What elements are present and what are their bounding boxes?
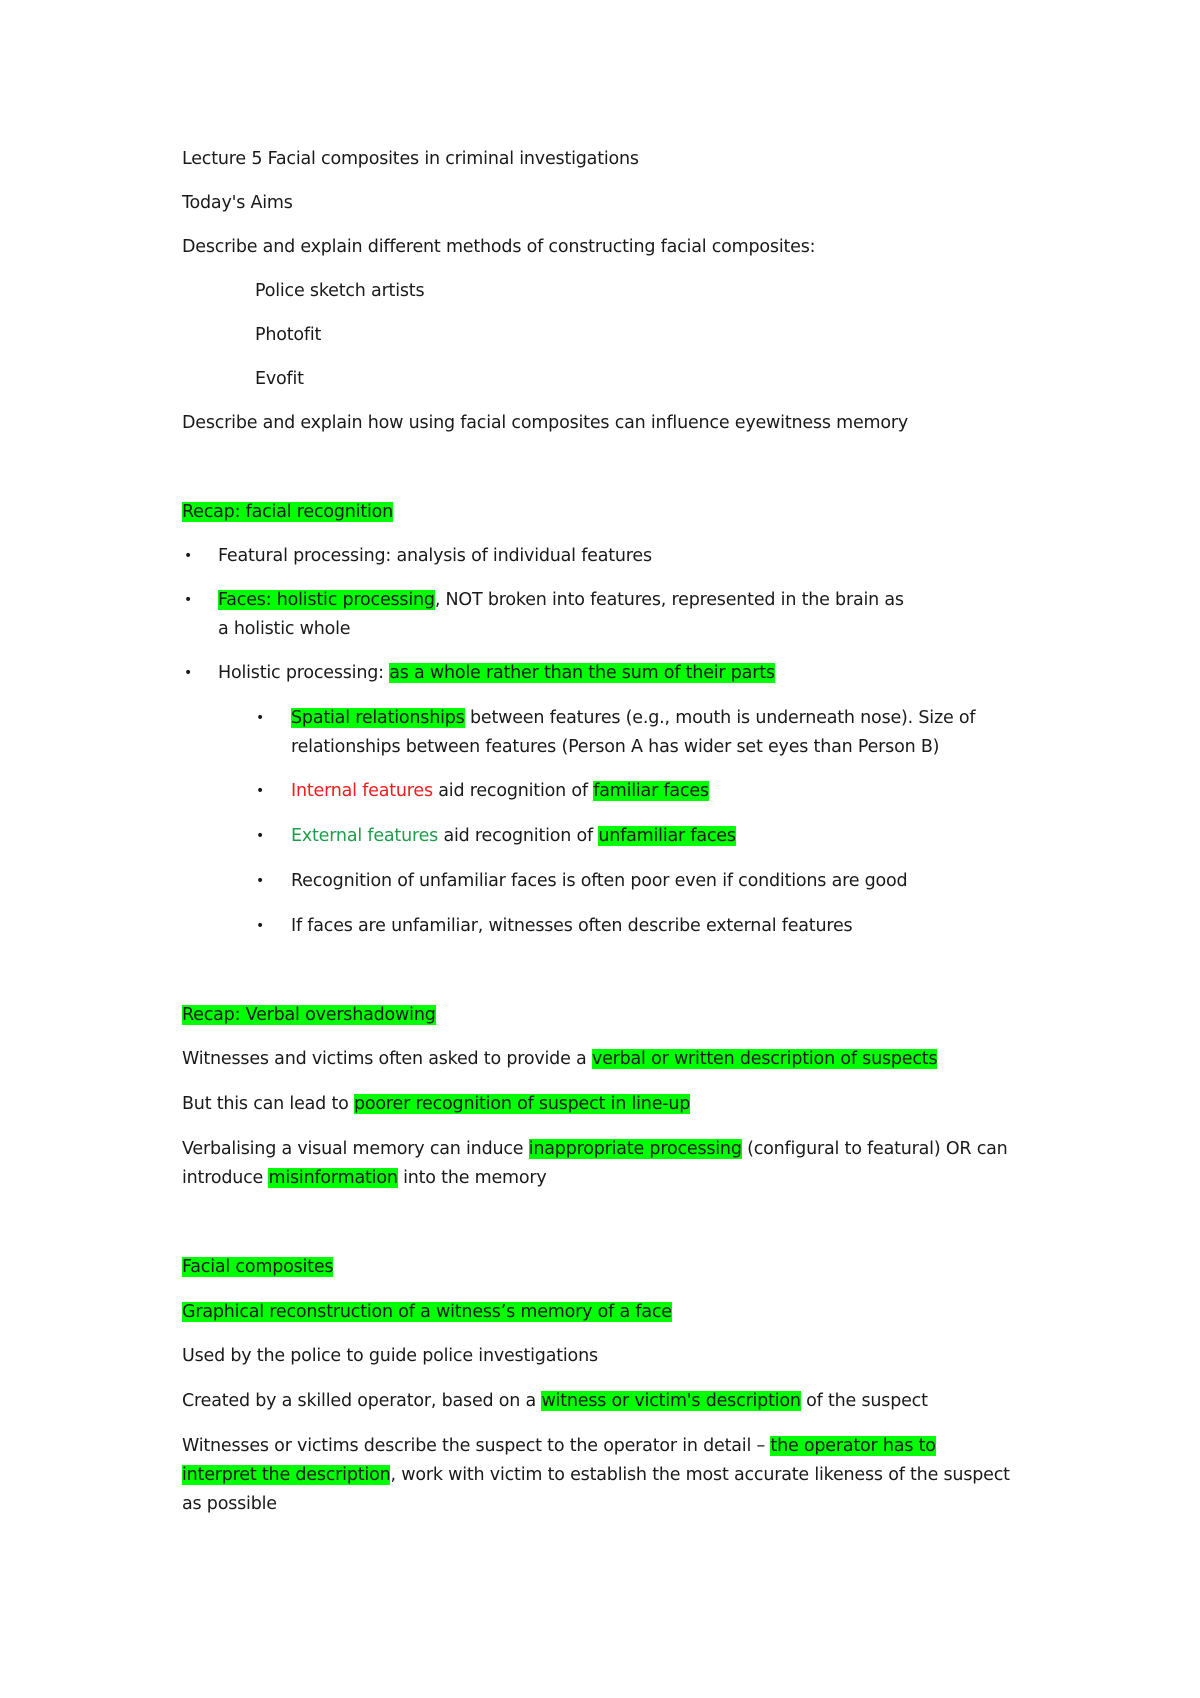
paragraph: Used by the police to guide police investigations (182, 1346, 598, 1366)
aims-outro: Describe and explain how using facial composites can influence eyewitness memory (182, 413, 909, 433)
paragraph-continuation: interpret the description, work with victim to establish the most accurate likeness of the suspect (182, 1465, 1010, 1485)
paragraph-continuation: introduce misinformation into the memory (182, 1168, 547, 1188)
aims-heading: Today's Aims (182, 193, 293, 213)
bullet-icon: • (184, 665, 193, 681)
section-heading: Recap: Verbal overshadowing (182, 1005, 436, 1025)
method-item: Police sketch artists (255, 281, 425, 301)
bullet-text-continuation: a holistic whole (218, 619, 351, 639)
sub-bullet-icon: • (256, 828, 265, 844)
sub-bullet-icon: • (256, 918, 265, 934)
sub-bullet-text: External features aid recognition of unfamiliar faces (291, 826, 736, 846)
document-title: Lecture 5 Facial composites in criminal investigations (182, 149, 639, 169)
sub-bullet-text-continuation: relationships between features (Person A has wider set eyes than Person B) (291, 737, 940, 757)
sub-bullet-text: Internal features aid recognition of familiar faces (291, 781, 709, 801)
bullet-text: Faces: holistic processing, NOT broken into features, represented in the brain as (218, 590, 904, 610)
sub-bullet-icon: • (256, 873, 265, 889)
sub-bullet-text: If faces are unfamiliar, witnesses often describe external features (291, 916, 853, 936)
sub-bullet-text: Spatial relationships between features (e.g., mouth is underneath nose). Size of (291, 708, 976, 728)
paragraph: Verbalising a visual memory can induce inappropriate processing (configural to featural) OR can (182, 1139, 1008, 1159)
paragraph-continuation: as possible (182, 1494, 277, 1514)
sub-bullet-text: Recognition of unfamiliar faces is often poor even if conditions are good (291, 871, 908, 891)
sub-bullet-icon: • (256, 783, 265, 799)
paragraph: Witnesses and victims often asked to provide a verbal or written description of suspects (182, 1049, 938, 1069)
method-item: Photofit (255, 325, 322, 345)
sub-bullet-icon: • (256, 710, 265, 726)
section-heading: Facial composites (182, 1257, 334, 1277)
method-item: Evofit (255, 369, 304, 389)
bullet-icon: • (184, 548, 193, 564)
section-subheading: Graphical reconstruction of a witness’s memory of a face (182, 1302, 672, 1322)
aims-intro: Describe and explain different methods of constructing facial composites: (182, 237, 816, 257)
paragraph: Witnesses or victims describe the suspect to the operator in detail – the operator has to (182, 1436, 936, 1456)
bullet-text: Holistic processing: as a whole rather than the sum of their parts (218, 663, 775, 683)
bullet-icon: • (184, 592, 193, 608)
paragraph: But this can lead to poorer recognition of suspect in line-up (182, 1094, 691, 1114)
paragraph: Created by a skilled operator, based on a witness or victim's description of the suspect (182, 1391, 928, 1411)
bullet-text: Featural processing: analysis of individual features (218, 546, 652, 566)
section-heading: Recap: facial recognition (182, 502, 394, 522)
